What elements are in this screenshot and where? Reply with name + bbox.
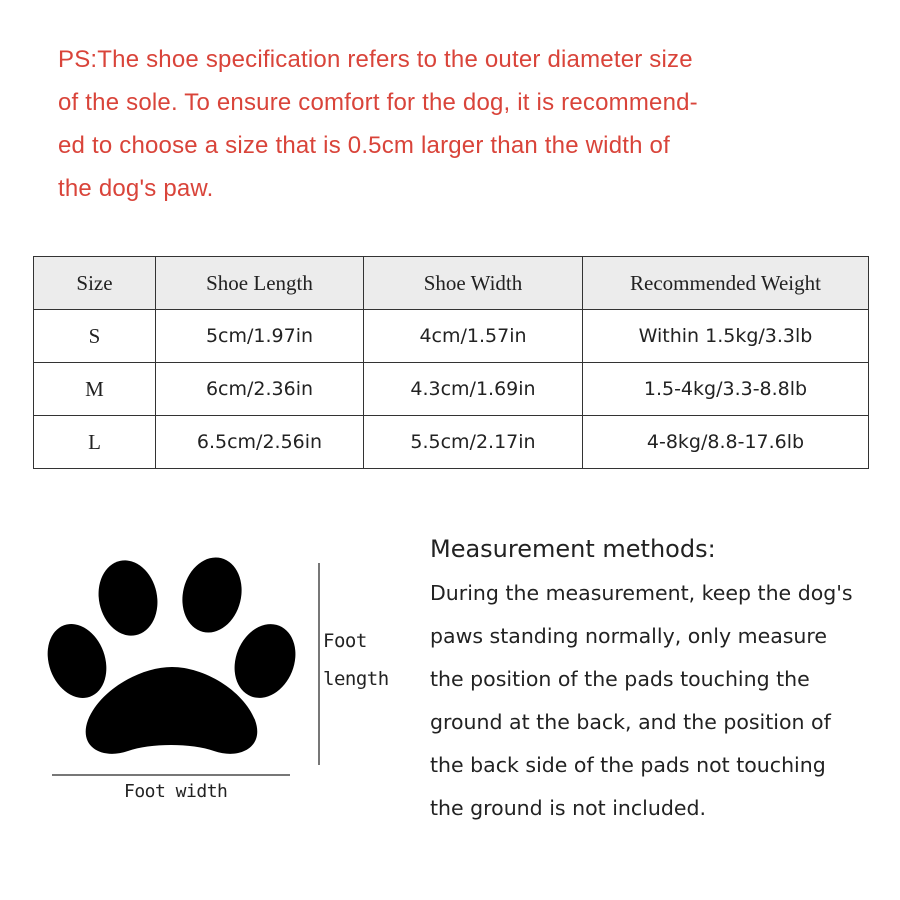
- cell-shoe-width: 4cm/1.57in: [364, 310, 583, 363]
- table-row: [34, 363, 869, 416]
- measurement-line: paws standing normally, only measure: [430, 624, 828, 648]
- foot-width-label: Foot width: [124, 781, 228, 802]
- note-line: the dog's paw.: [58, 175, 214, 202]
- measurement-title: Measurement methods:: [430, 535, 716, 563]
- cell-weight: 4-8kg/8.8-17.6lb: [583, 416, 869, 469]
- header-size: Size: [34, 257, 156, 310]
- size-note: [58, 38, 858, 210]
- cell-size: L: [34, 416, 156, 469]
- cell-weight: 1.5-4kg/3.3-8.8lb: [583, 363, 869, 416]
- measurement-line: ground at the back, and the position of: [430, 710, 831, 734]
- cell-weight: Within 1.5kg/3.3lb: [583, 310, 869, 363]
- header-shoe-width: Shoe Width: [364, 257, 583, 310]
- foot-length-line-text: Foot: [323, 630, 367, 652]
- cell-shoe-width: 4.3cm/1.69in: [364, 363, 583, 416]
- note-line: ed to choose a size that is 0.5cm larger than the width of: [58, 132, 670, 159]
- cell-shoe-length: 5cm/1.97in: [156, 310, 364, 363]
- table-row: [34, 310, 869, 363]
- table-row: [34, 416, 869, 469]
- measurement-line: During the measurement, keep the dog's: [430, 581, 853, 605]
- paw-icon: [40, 555, 310, 765]
- cell-size: S: [34, 310, 156, 363]
- measurement-text: [430, 572, 890, 830]
- measurement-line: the ground is not included.: [430, 796, 706, 820]
- note-line: PS:The shoe specification refers to the outer diameter size: [58, 46, 693, 73]
- cell-shoe-length: 6cm/2.36in: [156, 363, 364, 416]
- foot-length-line: [318, 563, 320, 765]
- note-line: of the sole. To ensure comfort for the dog, it is recommend-: [58, 89, 698, 116]
- cell-shoe-length: 6.5cm/2.56in: [156, 416, 364, 469]
- measurement-line: the back side of the pads not touching: [430, 753, 826, 777]
- foot-length-line-text: length: [323, 668, 389, 690]
- header-recommended-weight: Recommended Weight: [583, 257, 869, 310]
- table-header-row: [34, 257, 869, 310]
- cell-size: M: [34, 363, 156, 416]
- size-chart-table: [33, 256, 869, 469]
- cell-shoe-width: 5.5cm/2.17in: [364, 416, 583, 469]
- foot-width-line: [52, 774, 290, 776]
- foot-length-label: [323, 622, 389, 698]
- measurement-line: the position of the pads touching the: [430, 667, 810, 691]
- header-shoe-length: Shoe Length: [156, 257, 364, 310]
